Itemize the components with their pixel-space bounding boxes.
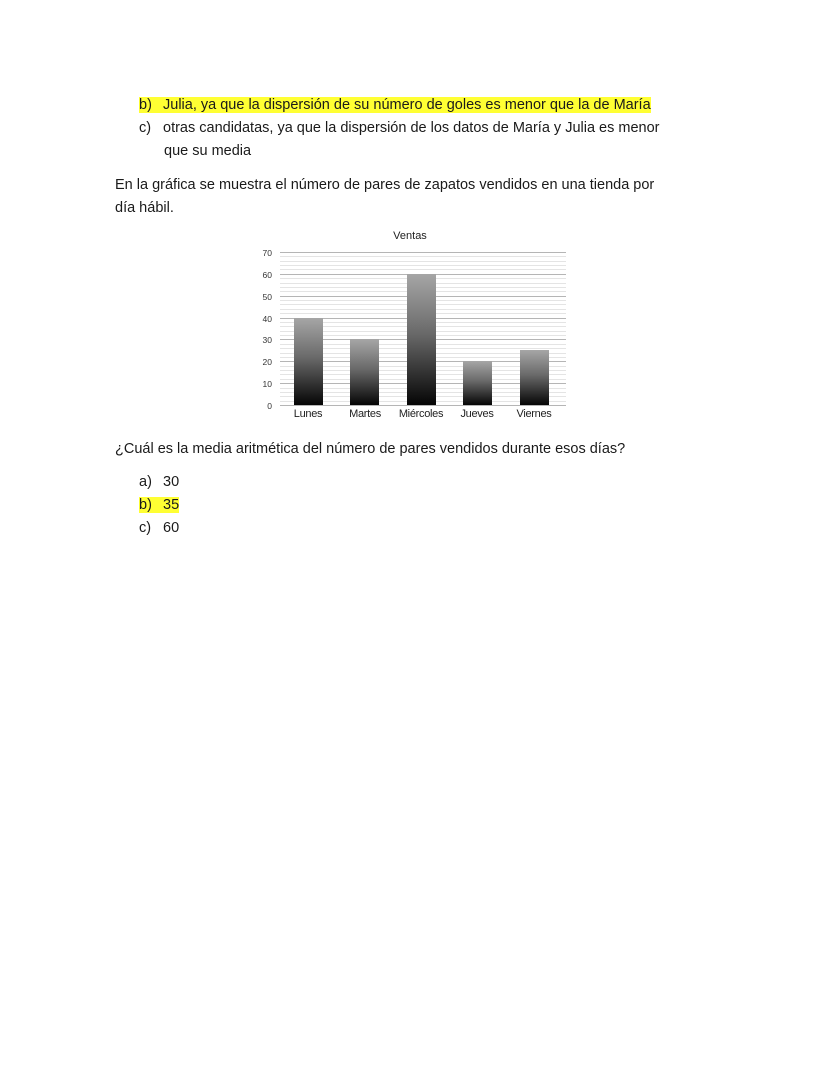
intro-line-2: día hábil. xyxy=(115,200,174,216)
previous-option-b xyxy=(139,94,651,117)
y-tick-60: 60 xyxy=(262,270,272,280)
major-gridline xyxy=(280,252,566,253)
bar-jueves xyxy=(463,361,492,405)
answer-option-c xyxy=(139,517,179,540)
previous-option-c-continuation: que su media xyxy=(164,143,252,159)
plot-area xyxy=(280,252,566,405)
x-label-miercoles: Miércoles xyxy=(398,408,444,420)
x-label-viernes: Viernes xyxy=(516,408,552,420)
option-text: 30 xyxy=(163,474,180,490)
option-text: 60 xyxy=(163,520,180,536)
option-letter: a) xyxy=(139,474,152,490)
bar-viernes xyxy=(520,350,549,405)
option-letter: c) xyxy=(139,120,152,136)
y-tick-0: 0 xyxy=(267,401,272,411)
answer-option-b xyxy=(139,494,179,517)
option-text: otras candidatas, ya que la dispersión de los datos de María y Julia es menor xyxy=(163,120,660,136)
bar-martes xyxy=(350,339,379,405)
x-label-lunes: Lunes xyxy=(293,408,323,420)
x-label-martes: Martes xyxy=(349,408,381,420)
y-tick-20: 20 xyxy=(262,357,272,367)
minor-gridline xyxy=(280,256,566,257)
sales-bar-chart xyxy=(250,226,570,426)
answer-option-a xyxy=(139,471,179,494)
minor-gridline xyxy=(280,261,566,262)
major-gridline xyxy=(280,405,566,406)
bar-miercoles xyxy=(407,274,436,405)
option-letter: b) xyxy=(139,97,152,113)
y-tick-50: 50 xyxy=(262,292,272,302)
intro-line-1: En la gráfica se muestra el número de pares de zapatos vendidos en una tienda por xyxy=(115,177,655,193)
option-letter: b) xyxy=(139,497,152,513)
x-label-jueves: Jueves xyxy=(460,408,494,420)
option-text: 35 xyxy=(163,497,180,513)
y-tick-30: 30 xyxy=(262,335,272,345)
bar-lunes xyxy=(294,318,323,405)
option-letter: c) xyxy=(139,520,152,536)
y-tick-10: 10 xyxy=(262,379,272,389)
minor-gridline xyxy=(280,269,566,270)
previous-option-c xyxy=(139,117,660,140)
option-text: Julia, ya que la dispersión de su número de goles es menor que la de María xyxy=(163,97,651,113)
y-tick-40: 40 xyxy=(262,314,272,324)
y-tick-70: 70 xyxy=(262,248,272,258)
highlight-mark xyxy=(139,97,651,113)
minor-gridline xyxy=(280,265,566,266)
question-text: ¿Cuál es la media aritmética del número de pares vendidos durante esos días? xyxy=(115,441,626,457)
chart-title: Ventas xyxy=(393,230,427,242)
highlight-mark xyxy=(139,497,179,513)
